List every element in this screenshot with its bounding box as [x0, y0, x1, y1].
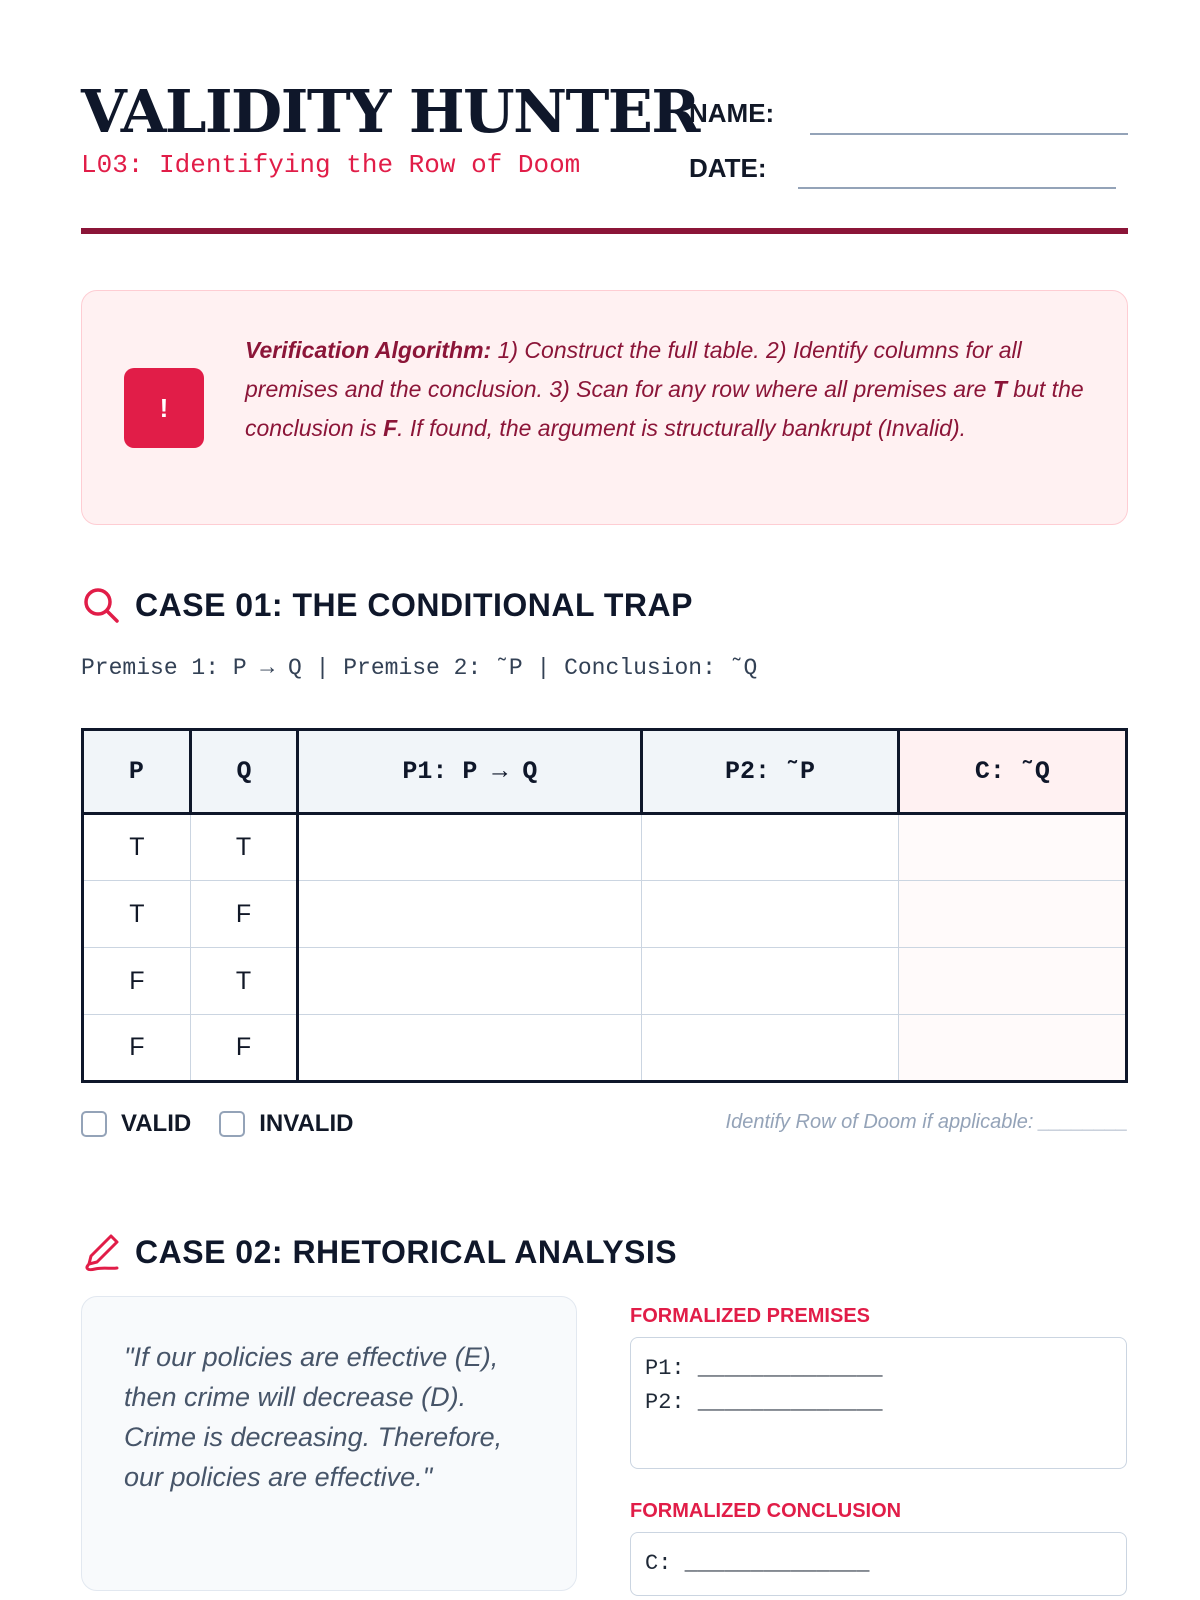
cell-p1[interactable]: [298, 1015, 642, 1082]
formalized-premises-label: FORMALIZED PREMISES: [630, 1305, 871, 1327]
cell-conclusion[interactable]: [898, 948, 1126, 1015]
header-p2: P2: ˜P: [642, 730, 898, 814]
cell-conclusion[interactable]: [898, 1015, 1126, 1082]
case-02-heading: [81, 1232, 677, 1272]
case-01-title: CASE 01: THE CONDITIONAL TRAP: [135, 586, 693, 623]
case-01-premises: Premise 1: P → Q | Premise 2: ˜P | Conclusion: ˜Q: [81, 655, 758, 681]
formalized-premises-field[interactable]: [630, 1337, 1127, 1469]
name-field[interactable]: [810, 133, 1128, 135]
case-02-title: CASE 02: RHETORICAL ANALYSIS: [135, 1233, 678, 1270]
header-q: Q: [190, 730, 298, 814]
cell-p: T: [83, 881, 191, 948]
formalized-conclusion-label: FORMALIZED CONCLUSION: [630, 1500, 902, 1522]
case-01-heading: [81, 585, 693, 625]
cell-q: F: [190, 1015, 298, 1082]
date-label: DATE:: [689, 153, 767, 183]
cell-p: T: [83, 814, 191, 881]
table-row: [83, 948, 1127, 1015]
cell-p1[interactable]: [298, 948, 642, 1015]
cell-p2[interactable]: [642, 948, 898, 1015]
cell-q: T: [190, 948, 298, 1015]
search-icon: [81, 585, 121, 625]
table-header-row: [83, 730, 1127, 814]
invalid-label: INVALID: [259, 1110, 354, 1137]
row-of-doom-note: Identify Row of Doom if applicable: ________: [725, 1111, 1128, 1133]
lesson-subtitle: L03: Identifying the Row of Doom: [81, 150, 581, 180]
truth-table: [81, 728, 1128, 1083]
rhetoric-quote: "If our policies are effective (E), then crime will decrease (D). Crime is decreasing. Therefore, our policies are effective.": [124, 1342, 503, 1492]
alert-text: Verification Algorithm: 1) Construct the full table. 2) Identify columns for all premises and the conclusion. 3) Scan for any row where all premises are T but the conclusion is F. If found, the argument is structurally bankrupt (Invalid).: [245, 337, 1084, 441]
alert-heading: Verification Algorithm:: [245, 337, 492, 363]
cell-conclusion[interactable]: [898, 881, 1126, 948]
invalid-checkbox[interactable]: [219, 1111, 245, 1137]
pen-icon: [81, 1232, 121, 1272]
cell-p: F: [83, 948, 191, 1015]
formalized-conclusion-field[interactable]: [630, 1532, 1127, 1596]
cell-p2[interactable]: [642, 814, 898, 881]
header-p1: P1: P → Q: [298, 730, 642, 814]
date-field[interactable]: [798, 187, 1116, 189]
valid-label: VALID: [121, 1110, 192, 1137]
cell-p2[interactable]: [642, 1015, 898, 1082]
table-row: [83, 1015, 1127, 1082]
cell-p1[interactable]: [298, 814, 642, 881]
cell-p1[interactable]: [298, 881, 642, 948]
header-divider: [81, 228, 1128, 234]
cell-conclusion[interactable]: [898, 814, 1126, 881]
table-row: [83, 814, 1127, 881]
cell-p: F: [83, 1015, 191, 1082]
c-line: C: ______________: [645, 1551, 870, 1576]
cell-q: T: [190, 814, 298, 881]
cell-q: F: [190, 881, 298, 948]
rhetoric-quote-box: [81, 1296, 577, 1591]
verification-alert: [81, 290, 1128, 525]
name-label: NAME:: [689, 98, 775, 128]
p2-line: P2: ______________: [645, 1390, 883, 1415]
cell-p2[interactable]: [642, 881, 898, 948]
verdict-options: [81, 1110, 381, 1138]
table-row: [83, 881, 1127, 948]
valid-checkbox[interactable]: [81, 1111, 107, 1137]
header-conclusion: C: ˜Q: [898, 730, 1126, 814]
exclamation-icon: !: [124, 368, 204, 448]
header-p: P: [83, 730, 191, 814]
page-title: VALIDITY HUNTER: [81, 77, 699, 146]
p1-line: P1: ______________: [645, 1356, 883, 1381]
